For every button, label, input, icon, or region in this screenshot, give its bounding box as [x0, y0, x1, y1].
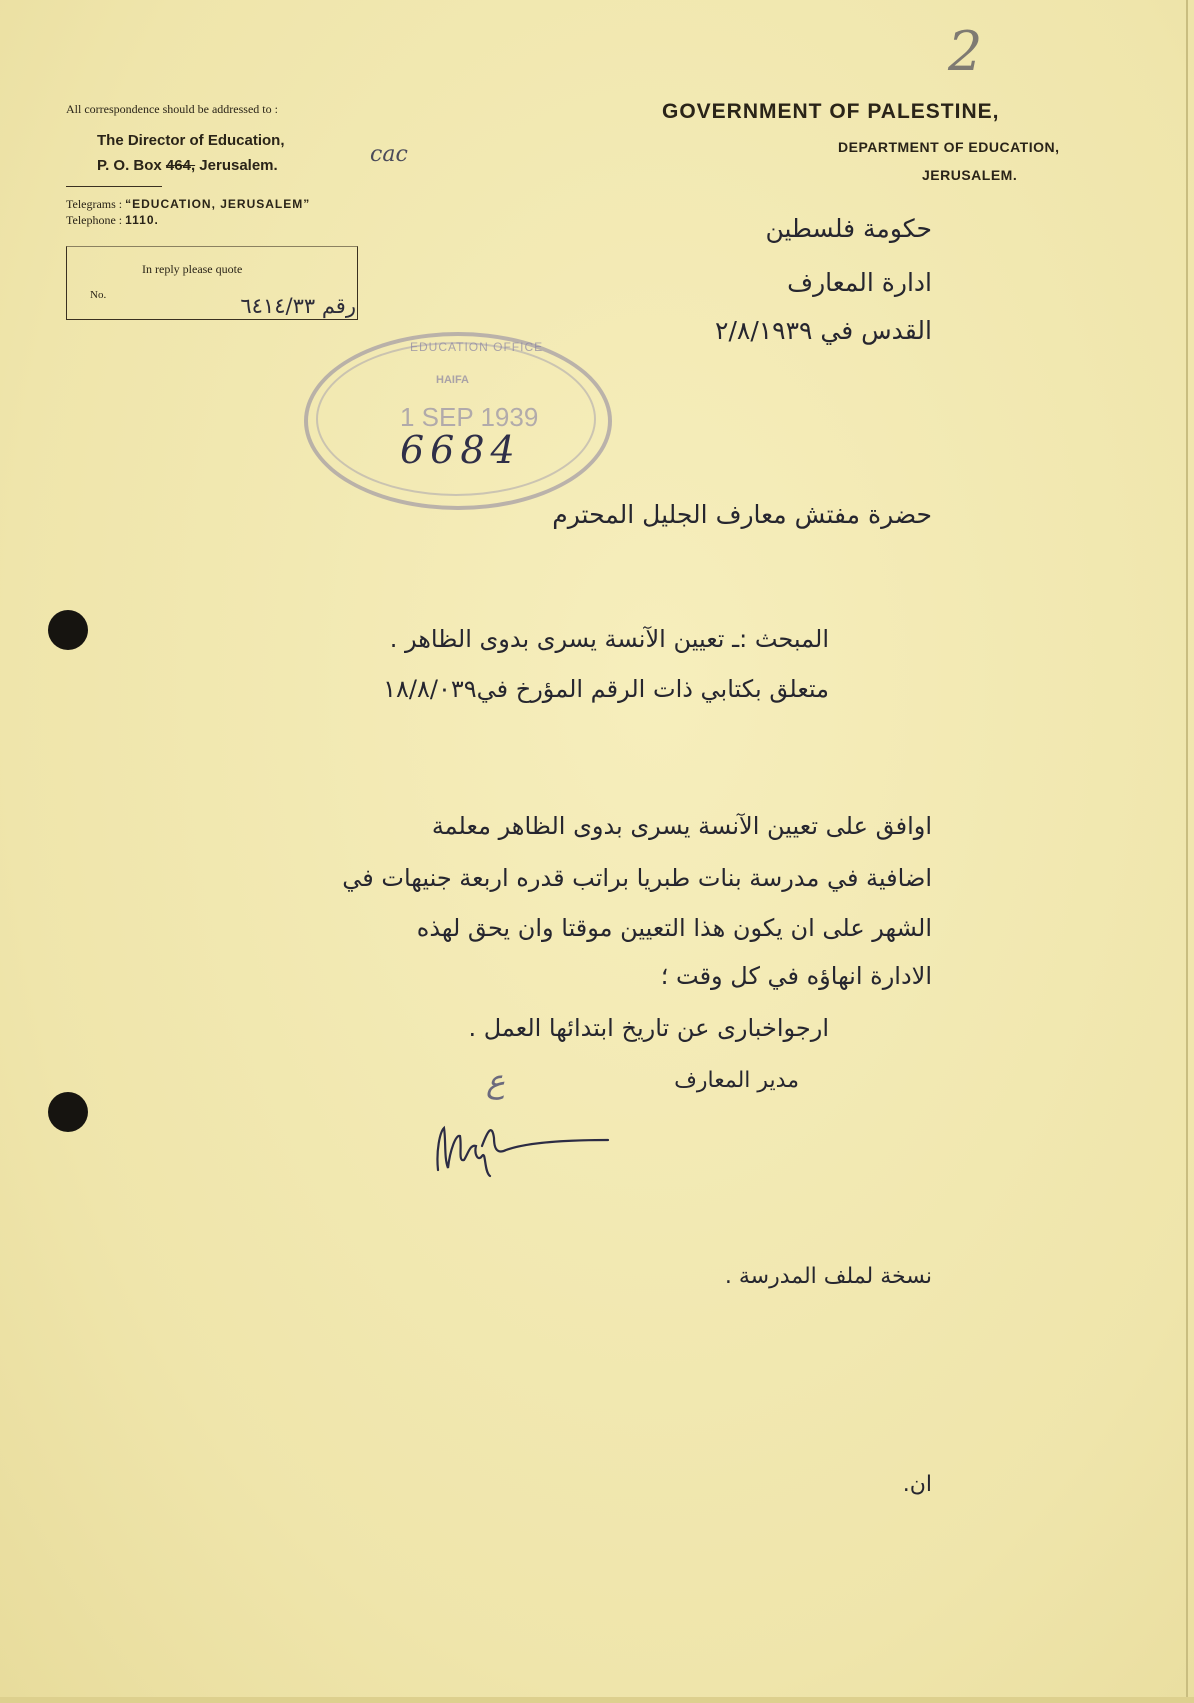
addressee: حضرة مفتش معارف الجليل المحترم	[552, 500, 932, 529]
arabic-date-line: القدس في ٢/٨/١٩٣٩	[715, 316, 932, 345]
page-edge-right	[1186, 0, 1188, 1703]
telephone-label: Telephone :	[66, 213, 126, 227]
correspondence-note: All correspondence should be addressed to :	[66, 102, 278, 116]
number-label: No.	[90, 289, 107, 301]
telephone-value: 1110.	[125, 213, 159, 227]
reply-quote-label: In reply please quote	[142, 262, 243, 276]
signatory-title: مدير المعارف	[674, 1068, 799, 1093]
body-line-2: اضافية في مدرسة بنات طبريا براتب قدره اربعة جنيهات في	[342, 864, 932, 892]
telephone-line	[66, 212, 310, 228]
body-line-3: الشهر على ان يكون هذا التعيين موقتا وان يحق لهذه	[416, 914, 932, 942]
contact-info	[66, 196, 310, 228]
reference-number: رقم ٦٤١٤/٣٣	[240, 294, 356, 318]
department-heading: DEPARTMENT OF EDUCATION,	[838, 139, 1060, 155]
page-edge-bottom	[0, 1697, 1194, 1703]
stamp-number: 6684	[400, 428, 521, 472]
handwritten-initials: cac	[370, 142, 408, 167]
stamp-office: EDUCATION OFFICE	[410, 340, 544, 354]
body-line-4: الادارة انهاؤه في كل وقت ؛	[660, 962, 932, 990]
handwritten-signature	[428, 1110, 618, 1180]
punch-hole-bottom	[48, 1092, 88, 1132]
body-line-1: اوافق على تعيين الآنسة يسرى بدوى الظاهر معلمة	[431, 812, 932, 840]
telegrams-line	[66, 196, 310, 212]
city-heading: JERUSALEM.	[922, 167, 1018, 183]
subject-line: المبحث :ـ تعيين الآنسة يسرى بدوى الظاهر .	[389, 625, 829, 653]
reference-line: متعلق بكتابي ذات الرقم المؤرخ في١٨/٨/٠٣٩	[383, 675, 829, 703]
divider	[66, 186, 162, 187]
stamp-date: 1 SEP 1939	[400, 402, 539, 432]
copy-note: نسخة لملف المدرسة .	[724, 1264, 932, 1289]
po-box-line	[97, 153, 285, 178]
arabic-government: حكومة فلسطين	[765, 214, 932, 243]
closing-line: ارجواخبارى عن تاريخ ابتدائها العمل .	[468, 1014, 829, 1042]
government-heading: GOVERNMENT OF PALESTINE,	[662, 100, 1000, 123]
stamp-city: HAIFA	[436, 374, 469, 386]
signature-initial: ع	[486, 1062, 506, 1100]
po-box-prefix: P. O. Box	[97, 157, 166, 174]
author-initials: ان.	[902, 1472, 932, 1497]
director-line: The Director of Education,	[97, 132, 285, 149]
punch-hole-top	[48, 610, 88, 650]
po-box-suffix: Jerusalem.	[195, 157, 278, 174]
po-box-struck: 464,	[165, 157, 196, 174]
telegrams-label: Telegrams :	[66, 197, 126, 211]
return-address	[97, 128, 285, 178]
page-number: 2	[948, 20, 983, 83]
arabic-department: ادارة المعارف	[787, 268, 932, 297]
telegrams-value: “EDUCATION, JERUSALEM”	[125, 197, 311, 211]
